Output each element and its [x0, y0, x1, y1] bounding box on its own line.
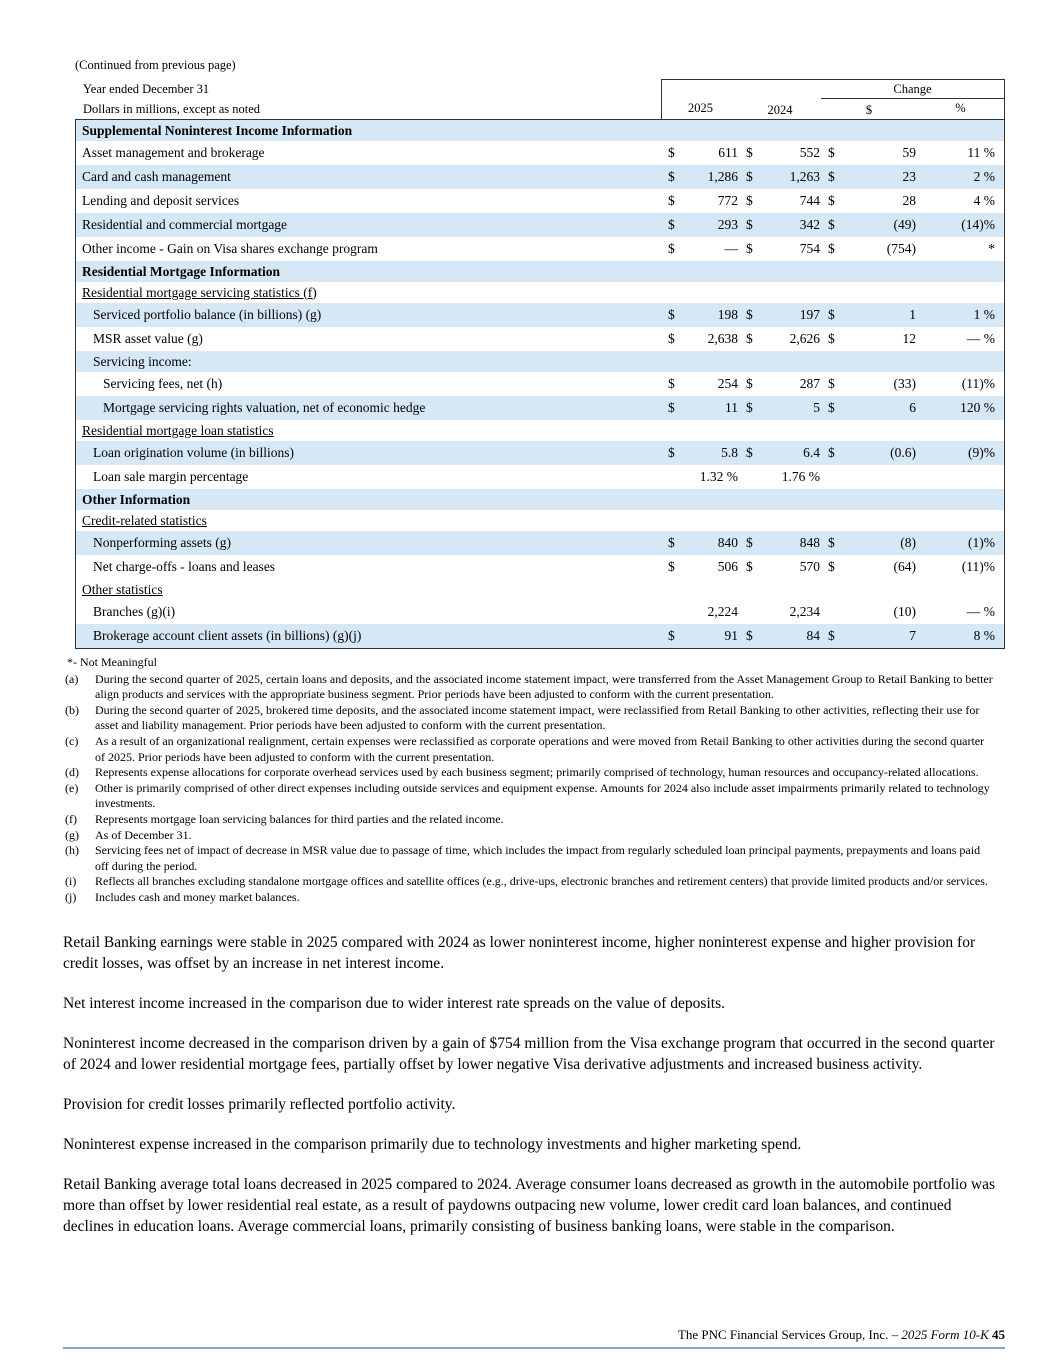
- subsection-row: [76, 420, 1004, 441]
- cell-change-value: (49): [893, 217, 916, 232]
- table-row: [76, 372, 1004, 396]
- cell-change-pct: 11 %: [967, 145, 995, 160]
- cell-2024-value: 2,234: [789, 604, 820, 619]
- cell-label: Other income - Gain on Visa shares exchange program: [82, 241, 378, 256]
- footnote-text: During the second quarter of 2025, brokered time deposits, and the associated income statement impact, were reclassified from Retail Banking to other activities, reflecting their use for asset and liability management. Prior periods have been adjusted to conform with the current presentation.: [95, 702, 980, 733]
- cell-change-pct: 2 %: [973, 169, 995, 184]
- subsection-title: Residential mortgage servicing statistics (f): [82, 284, 317, 300]
- cell-2024-dollar: $: [746, 535, 753, 550]
- cell-change-dollar: $: [828, 628, 835, 643]
- cell-label: Lending and deposit services: [82, 193, 240, 208]
- body-text: [63, 932, 1005, 1257]
- cell-2024-value: 6.4: [803, 445, 820, 460]
- cell-change-dollar: $: [828, 400, 835, 415]
- footnote-marker: (f): [65, 811, 77, 826]
- cell-2024-dollar: $: [746, 400, 753, 415]
- cell-2024-dollar: $: [746, 628, 753, 643]
- cell-2024-value: 1,263: [789, 169, 820, 184]
- cell-2025-dollar: $: [668, 376, 675, 391]
- footnote: [63, 765, 993, 781]
- cell-change-dollar: $: [828, 145, 835, 160]
- table-row: [76, 165, 1004, 189]
- table-row: [76, 237, 1004, 261]
- cell-change-pct: (1)%: [968, 535, 995, 550]
- cell-label: Serviced portfolio balance (in billions) (g): [93, 307, 322, 322]
- footer-page-number: 45: [992, 1327, 1005, 1342]
- cell-2024-dollar: $: [746, 445, 753, 460]
- cell-label: MSR asset value (g): [93, 331, 203, 346]
- body-paragraph: Provision for credit losses primarily reflected portfolio activity.: [63, 1095, 456, 1113]
- table-header: [75, 79, 1005, 119]
- table-row: [76, 465, 1004, 489]
- header-numeric-rule: [661, 79, 821, 99]
- cell-change-value: 59: [902, 145, 916, 160]
- cell-2025-value: 11: [725, 400, 738, 415]
- cell-label: Residential and commercial mortgage: [82, 217, 288, 232]
- cell-2025-value: —: [724, 241, 738, 256]
- cell-change-dollar: $: [828, 376, 835, 391]
- cell-2024-dollar: $: [746, 559, 753, 574]
- subsection-title: Servicing income:: [93, 353, 192, 369]
- section-row: [76, 120, 1004, 141]
- table-row: [76, 213, 1004, 237]
- cell-change-value: 7: [909, 628, 916, 643]
- body-paragraph: Noninterest income decreased in the comparison driven by a gain of $754 million from the Visa exchange program that occurred in the second quarter of 2024 and lower residential mortgage fees, partially offset by lower negative Visa derivative adjustments and increased business activity.: [63, 1034, 995, 1073]
- cell-change-value: 23: [902, 169, 916, 184]
- cell-change-value: (10): [893, 604, 916, 619]
- body-paragraph: Retail Banking earnings were stable in 2025 compared with 2024 as lower noninterest income, higher noninterest expense and higher provision for credit losses, was offset by an increase in net interest income.: [63, 933, 976, 972]
- table-row: [76, 531, 1004, 555]
- subsection-row: [76, 282, 1004, 303]
- footnote-text: Includes cash and money market balances.: [95, 889, 300, 904]
- cell-change-pct: 120 %: [960, 400, 995, 415]
- cell-2024-dollar: $: [746, 307, 753, 322]
- cell-2025-dollar: $: [668, 535, 675, 550]
- cell-change-pct: (11)%: [961, 559, 995, 574]
- cell-change-pct: 8 %: [973, 628, 995, 643]
- cell-label: Net charge-offs - loans and leases: [93, 559, 276, 574]
- cell-2024-value: 1.76 %: [781, 469, 820, 484]
- cell-change-dollar: $: [828, 169, 835, 184]
- cell-change-pct: — %: [966, 331, 995, 346]
- footnote-text: Servicing fees net of impact of decrease in MSR value due to passage of time, which includes the impact from regularly scheduled loan principal payments, prepayments and loans paid off during the period.: [95, 843, 981, 873]
- cell-change-value: (8): [900, 535, 916, 550]
- cell-2024-value: 84: [806, 628, 820, 643]
- table-row: [76, 327, 1004, 351]
- cell-change-pct: 4 %: [973, 193, 995, 208]
- cell-change-dollar: $: [828, 193, 835, 208]
- footnote-marker: (i): [65, 874, 77, 889]
- table-header-row-2: [75, 99, 1005, 119]
- cell-2024-dollar: $: [746, 241, 753, 256]
- footer-company: The PNC Financial Services Group, Inc. –: [677, 1327, 899, 1342]
- cell-change-dollar: $: [828, 307, 835, 322]
- subsection-title: Residential mortgage loan statistics: [82, 422, 274, 438]
- cell-2025-value: 91: [724, 628, 738, 643]
- table-row: [76, 555, 1004, 579]
- footnote: [63, 734, 993, 765]
- continued-note: (Continued from previous page): [75, 58, 236, 72]
- cell-label: Card and cash management: [82, 169, 231, 184]
- cell-2025-dollar: $: [668, 559, 675, 574]
- cell-2024-dollar: $: [746, 145, 753, 160]
- footnote-text: Other is primarily comprised of other direct expenses including outside services and equipment expense. Amounts for 2024 also include asset impairments primarily related to technology investments.: [95, 780, 990, 811]
- footnote: [63, 843, 993, 874]
- cell-2025-dollar: $: [668, 307, 675, 322]
- footnote: [63, 828, 993, 844]
- cell-2024-dollar: $: [746, 217, 753, 232]
- table-row: [76, 303, 1004, 327]
- cell-2025-value: 772: [717, 193, 738, 208]
- cell-2025-dollar: $: [668, 628, 675, 643]
- subsection-row: [76, 510, 1004, 531]
- section-title: Residential Mortgage Information: [82, 263, 280, 279]
- financial-table: [75, 79, 1005, 649]
- footnote: [63, 672, 993, 703]
- body-paragraph: Noninterest expense increased in the comparison primarily due to technology investments and higher marketing spend.: [63, 1135, 802, 1153]
- cell-2025-value: 198: [717, 307, 738, 322]
- cell-2025-value: 840: [717, 535, 738, 550]
- cell-2025-value: 293: [717, 217, 738, 232]
- section-row: [76, 261, 1004, 282]
- footnote-not-meaningful: *- Not Meaningful: [67, 655, 157, 669]
- cell-2025-dollar: $: [668, 241, 675, 256]
- footnote-text: Represents mortgage loan servicing balances for third parties and the related income.: [95, 811, 504, 826]
- subsection-title: Credit-related statistics: [82, 512, 207, 528]
- cell-change-pct: (11)%: [961, 376, 995, 391]
- cell-2025-value: 1,286: [707, 169, 738, 184]
- footnote-marker: (d): [65, 765, 79, 780]
- footnote: [63, 890, 993, 906]
- cell-2024-dollar: $: [746, 376, 753, 391]
- cell-2024-value: 2,626: [789, 331, 820, 346]
- header-year-ended: Year ended December 31: [83, 81, 210, 96]
- table-row: [76, 141, 1004, 165]
- subsection-title: Other statistics: [82, 581, 163, 597]
- footnote: [63, 781, 993, 812]
- cell-change-value: (64): [893, 559, 916, 574]
- subsection-row: [76, 579, 1004, 600]
- footnote: [63, 874, 993, 890]
- section-row: [76, 489, 1004, 510]
- footnote-text: Reflects all branches excluding standalone mortgage offices and satellite offices (e.g., drive-ups, electronic branches and retirement centers) that provide limited products and/or services.: [95, 874, 988, 889]
- table-header-row-1: [75, 79, 1005, 99]
- footnote-marker: (e): [65, 780, 79, 795]
- cell-change-pct: (14)%: [961, 217, 995, 232]
- footnote-marker: (c): [65, 733, 79, 748]
- cell-change-dollar: $: [828, 445, 835, 460]
- cell-2025-value: 5.8: [721, 445, 738, 460]
- cell-label: Mortgage servicing rights valuation, net of economic hedge: [103, 400, 426, 415]
- cell-2025-value: 254: [717, 376, 738, 391]
- subsection-row: [76, 351, 1004, 372]
- footnote: [63, 812, 993, 828]
- section-title: Other Information: [82, 491, 191, 507]
- cell-2025-dollar: $: [668, 169, 675, 184]
- cell-change-pct: *: [988, 241, 995, 256]
- cell-2024-dollar: $: [746, 331, 753, 346]
- cell-change-value: (33): [893, 376, 916, 391]
- cell-2025-value: 506: [717, 559, 738, 574]
- cell-2024-value: 552: [799, 145, 820, 160]
- cell-label: Loan origination volume (in billions): [93, 445, 294, 460]
- footnote-marker: (h): [65, 843, 79, 858]
- cell-2024-value: 342: [799, 217, 820, 232]
- cell-label: Loan sale margin percentage: [93, 469, 249, 484]
- table-row: [76, 396, 1004, 420]
- cell-label: Branches (g)(i): [93, 604, 176, 619]
- footnote-marker: (b): [65, 702, 79, 717]
- cell-change-pct: 1 %: [973, 307, 995, 322]
- footnotes: [63, 655, 993, 906]
- cell-2024-value: 570: [799, 559, 820, 574]
- footnote-marker: (g): [65, 827, 79, 842]
- cell-2024-dollar: $: [746, 193, 753, 208]
- header-change-label: Change: [821, 79, 1005, 99]
- table-row: [76, 441, 1004, 465]
- cell-change-value: (0.6): [890, 445, 916, 460]
- cell-2024-dollar: $: [746, 169, 753, 184]
- footnote-text: During the second quarter of 2025, certain loans and deposits, and the associated income statement impact, were transferred from the Asset Management Group to Retail Banking to better align products and services with the appropriate business segment. Prior periods have been adjusted to conform with the current presentation.: [95, 671, 993, 702]
- header-col-2024: 2024: [767, 102, 793, 117]
- header-col-2025: 2025: [661, 99, 739, 119]
- cell-2024-value: 197: [799, 307, 820, 322]
- cell-label: Brokerage account client assets (in billions) (g)(j): [93, 628, 362, 643]
- footnote-marker: (j): [65, 889, 77, 904]
- header-dollars-note: Dollars in millions, except as noted: [83, 101, 261, 116]
- header-col-change-pct: %: [917, 99, 1005, 119]
- cell-2024-value: 5: [813, 400, 820, 415]
- footnote-marker: (a): [65, 671, 79, 686]
- cell-change-dollar: $: [828, 559, 835, 574]
- cell-change-value: 6: [909, 400, 916, 415]
- cell-2024-value: 744: [799, 193, 820, 208]
- footer-form-name: 2025 Form 10-K: [901, 1327, 989, 1342]
- cell-2025-dollar: $: [668, 193, 675, 208]
- footnote: [63, 703, 993, 734]
- header-col-change-dollar: $: [865, 102, 873, 117]
- cell-change-dollar: $: [828, 217, 835, 232]
- cell-label: Asset management and brokerage: [82, 145, 265, 160]
- cell-2025-value: 1.32 %: [699, 469, 738, 484]
- cell-2025-dollar: $: [668, 331, 675, 346]
- cell-change-value: 28: [902, 193, 916, 208]
- cell-2025-value: 2,224: [707, 604, 738, 619]
- footnote-text: As of December 31.: [95, 827, 192, 842]
- cell-change-dollar: $: [828, 535, 835, 550]
- cell-change-value: 12: [902, 331, 916, 346]
- cell-change-dollar: $: [828, 241, 835, 256]
- section-title: Supplemental Noninterest Income Information: [82, 122, 353, 138]
- cell-change-dollar: $: [828, 331, 835, 346]
- cell-change-value: (754): [886, 241, 916, 256]
- cell-2025-dollar: $: [668, 145, 675, 160]
- cell-change-value: 1: [909, 307, 916, 322]
- table-body: [75, 119, 1005, 649]
- footnote-text: Represents expense allocations for corporate overhead services used by each business segment; primarily comprised of technology, human resources and occupancy-related allocations.: [95, 765, 979, 780]
- cell-2025-value: 2,638: [707, 331, 738, 346]
- cell-label: Nonperforming assets (g): [93, 535, 231, 550]
- table-row: [76, 600, 1004, 624]
- footnote-text: As a result of an organizational realignment, certain expenses were reclassified as corporate operations and were moved from Retail Banking to other activities during the second quarter of 2025. Prior periods have been adjusted to conform with the current presentation.: [95, 733, 985, 764]
- table-row: [76, 624, 1004, 648]
- cell-2024-value: 287: [799, 376, 820, 391]
- body-paragraph: Retail Banking average total loans decreased in 2025 compared to 2024. Average consumer loans decreased as growth in the automobile portfolio was more than offset by lower residential real estate, as a result of paydowns outpacing new volume, lower credit card loan balances, and continued declines in education loans. Average commercial loans, primarily consisting of business banking loans, were stable in the comparison.: [63, 1176, 996, 1236]
- cell-2024-value: 848: [799, 535, 820, 550]
- cell-change-pct: — %: [966, 604, 995, 619]
- cell-2025-dollar: $: [668, 217, 675, 232]
- cell-change-pct: (9)%: [968, 445, 995, 460]
- cell-2025-dollar: $: [668, 400, 675, 415]
- cell-2024-value: 754: [799, 241, 820, 256]
- cell-2025-value: 611: [718, 145, 738, 160]
- cell-2025-dollar: $: [668, 445, 675, 460]
- page-footer: [63, 1327, 1005, 1349]
- body-paragraph: Net interest income increased in the comparison due to wider interest rate spreads on the value of deposits.: [63, 994, 725, 1012]
- table-row: [76, 189, 1004, 213]
- cell-label: Servicing fees, net (h): [103, 376, 223, 391]
